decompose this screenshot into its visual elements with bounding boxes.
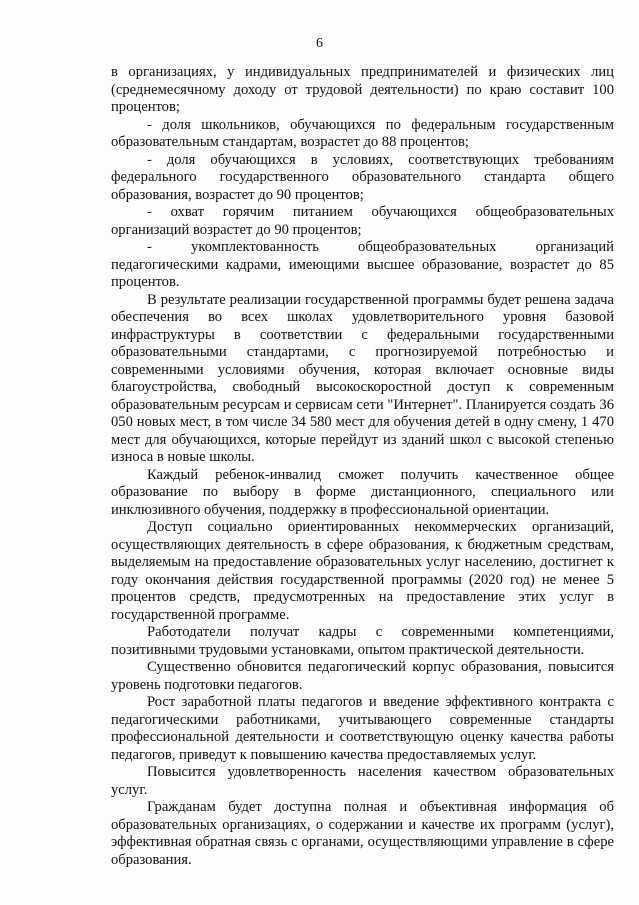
- paragraph-infrastructure: В результате реализации государственной программы будет решена задача обеспечения во всех школах удовлетворительного уровня базовой инфраструктуры в соответствии с федеральными государственными образовательными стандартами, с прогнозируемой потребностью и современными условиями обучения, которая включает основные виды благоустройства, свободный высокоскоростной доступ к современным образовательным ресурсам и сервисам сети "Интернет". Планируется создать 36 050 новых мест, в том числе 34 580 мест для обучения детей в одну смену, 1 470 мест для обучающихся, которые перейдут из зданий школ с высокой степенью износа в новые школы.: [111, 291, 614, 465]
- list-item-hot-meals: - охват горячим питанием обучающихся общеобразовательных организаций возрастет до 90 процентов;: [111, 204, 614, 238]
- paragraph-employers: Работодатели получат кадры с современными компетенциями, позитивными трудовыми установками, опытом практической деятельности.: [111, 624, 614, 658]
- page-number: 6: [316, 36, 323, 51]
- paragraph-salary-growth: Рост заработной платы педагогов и введение эффективного контракта с педагогическими работниками, учитывающего современные стандарты профессиональной деятельности и соответствующую оценку качества работы педагогов, приведут к повышению качества предоставляемых услуг.: [111, 694, 614, 763]
- paragraph-disabled-children: Каждый ребенок-инвалид сможет получить качественное общее образование по выбору в форме дистанционного, специального или инклюзивного обучения, поддержку в профессиональной ориентации.: [111, 466, 614, 518]
- list-item-schoolchildren-fgos: - доля школьников, обучающихся по федеральным государственным образовательным стандартам, возрастет до 88 процентов;: [111, 116, 614, 150]
- list-item-teacher-staffing: - укомплектованность общеобразовательных организаций педагогическими кадрами, имеющими высшее образование, возрастет до 85 процентов.: [111, 239, 614, 290]
- paragraph-teaching-staff: Существенно обновится педагогический корпус образования, повысится уровень подготовки педагогов.: [111, 659, 614, 693]
- paragraph-continuation: в организациях, у индивидуальных предпринимателей и физических лиц (среднемесячному доходу от трудовой деятельности) по краю составит 100 процентов;: [111, 64, 614, 115]
- paragraph-nonprofit-access: Доступ социально ориентированных некоммерческих организаций, осуществляющих деятельность в сфере образования, к бюджетным средствам, выделяемым на предоставление образовательных услуг населению, достигнет к году окончания действия государственной программы (2020 год) не менее 5 процентов средств, предусмотренных на предоставление этих услуг в государственной программе.: [111, 519, 614, 623]
- document-body: [111, 64, 614, 869]
- paragraph-information: Гражданам будет доступна полная и объективная информация об образовательных организациях, о содержании и качестве их программ (услуг), эффективная обратная связь с органами, осуществляющими управление в сфере образования.: [111, 799, 614, 868]
- paragraph-satisfaction: Повысится удовлетворенность населения качеством образовательных услуг.: [111, 764, 614, 798]
- list-item-conditions-fgos: - доля обучающихся в условиях, соответствующих требованиям федерального государственного образовательного стандарта общего образования, возрастет до 90 процентов;: [111, 151, 614, 203]
